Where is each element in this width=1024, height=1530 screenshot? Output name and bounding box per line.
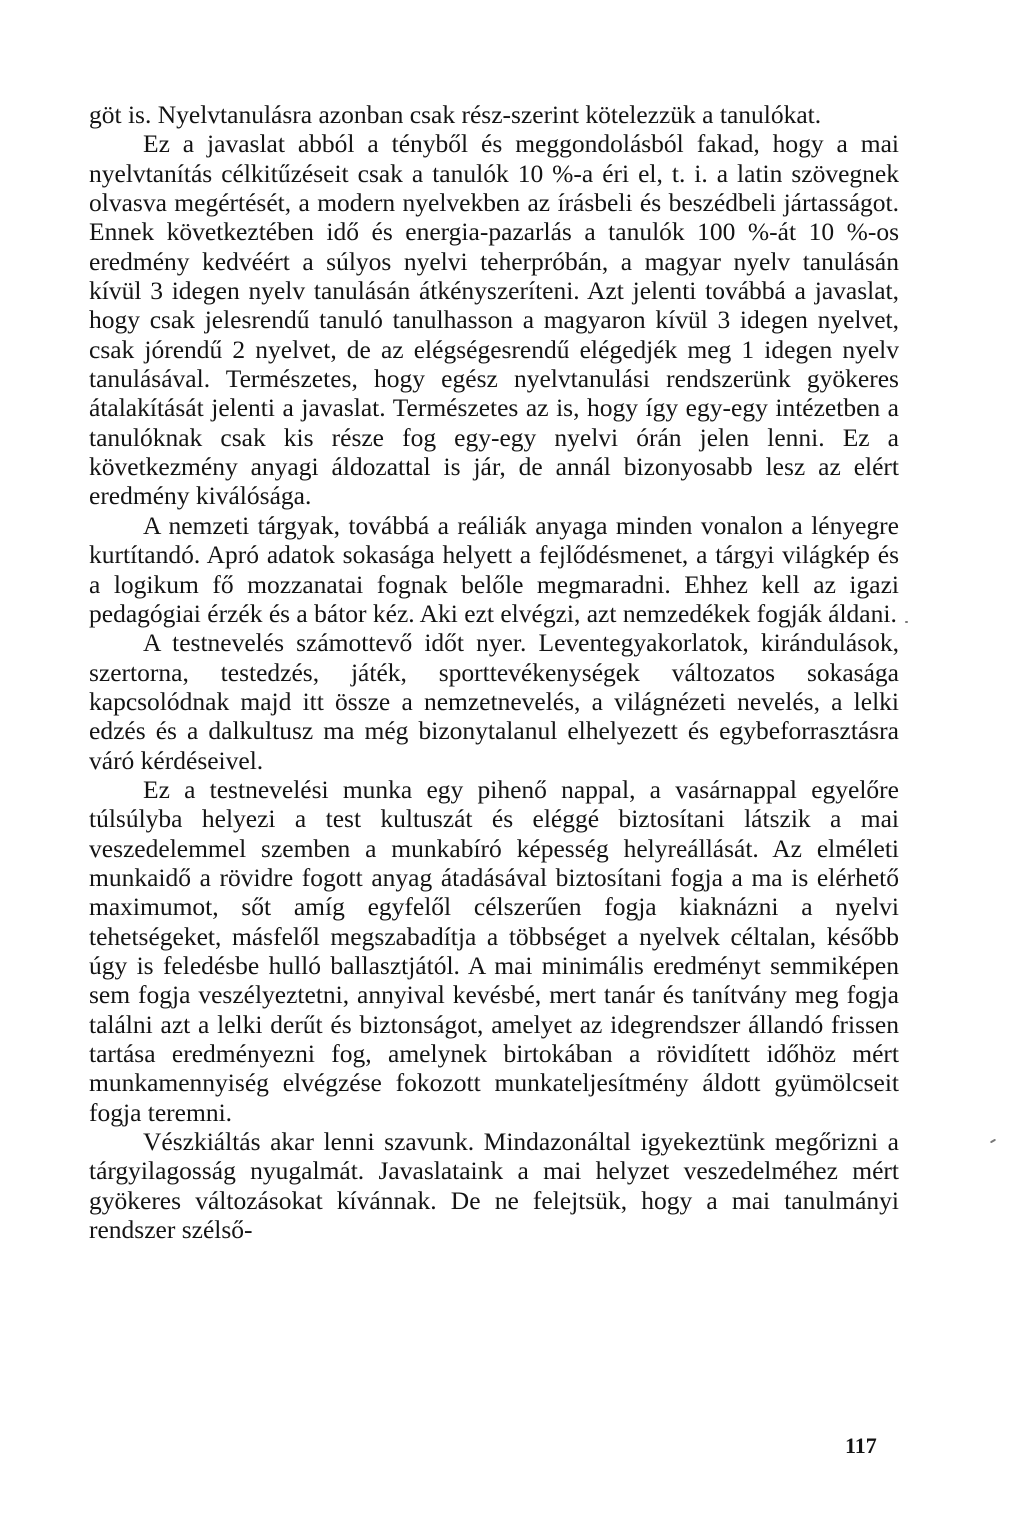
paragraph-language-proposal: Ez a javaslat abból a tényből és meggondolásból fakad, hogy a mai nyelvtanítás célkitűzéseit csak a tanulók 10 %-a éri el, t. i. a latin szövegnek olvasva megértését, a modern nyelvekben az írásbeli és beszédbeli jártasságot. Ennek következtében idő és energia-pazarlás a tanulók 100 %-át 10 %-os eredmény kedvéért a súlyos nyelvi teherpróbán, a magyar nyelv tanulásán kívül 3 idegen nyelv tanulásán átkényszeríteni. Azt jelenti továbbá a javaslat, hogy csak jelesrendű tanuló tanulhasson a magyaron kívül 3 idegen nyelvet, csak jórendű 2 nyelvet, de az elégségesrendű elégedjék meg 1 idegen nyelv tanulásával. Természetes, hogy egész nyelvtanulási rendszerünk gyökeres átalakítását jelenti a javaslat. Természetes az is, hogy így egy-egy intézetben a tanulóknak csak kis része fog egy-egy nyelvi órán jelen lenni. Ez a következmény anyagi áldozattal is jár, de annál bizonyosabb lesz az elért eredmény kiválósága. xyxy=(89,129,899,511)
paragraph-national-subjects: A nemzeti tárgyak, továbbá a reáliák anyaga minden vonalon a lényegre kurtítandó. Apró adatok sokasága helyett a fejlődésmenet, a tárgyi világkép és a logikum fő mozzanatai fognak belőle megmaradni. Ehhez kell az igazi pedagógiai érzék és a bátor kéz. Aki ezt elvégzi, azt nemzedékek fogják áldani. xyxy=(89,510,899,628)
paragraph-physical-education: A testnevelés számottevő időt nyer. Leventegyakorlatok, kirándulások, szertorna, testedzés, játék, sporttevékenységek változatos sokasága kapcsolódnak majd itt össze a nemzetnevelés, a világnézeti nevelés, a lelki edzés és a dalkultusz ma még bizonytalanul elhelyezett és egybeforrasztásra váró kérdéseivel. xyxy=(89,628,899,775)
print-speck xyxy=(990,1139,996,1144)
body-text xyxy=(89,100,899,1244)
page-number: 117 xyxy=(845,1433,877,1458)
paragraph-warning-cry: Vészkiáltás akar lenni szavunk. Mindazonáltal igyekeztünk megőrizni a tárgyilagosság nyugalmát. Javaslataink a mai helyzet veszedelméhez mért gyökeres változásokat kívánnak. De ne felejtsük, hogy a mai tanulmányi rendszer szélső- xyxy=(89,1127,899,1245)
print-speck xyxy=(905,621,908,623)
paragraph-continuation: göt is. Nyelvtanulásra azonban csak rész-szerint kötelezzük a tanulókat. xyxy=(89,100,822,129)
paragraph-physical-work: Ez a testnevelési munka egy pihenő nappal, a vasárnappal egyelőre túlsúlyba helyezi a test kultuszát és eléggé biztosítani látszik a mai veszedelemmel szemben a munkabíró képesség helyreállását. Az elméleti munkaidő a rövidre fogott anyag átadásával biztosítani fogja a ma is elérhető maximumot, sőt amíg egyfelől célszerűen fogja kiaknázni a nyelvi tehetségeket, másfelől megszabadítja a többséget a nyelvek céltalan, később úgy is feledésbe hulló ballasztjától. A mai minimális eredményt semmiképen sem fogja veszélyeztetni, annyival kevésbé, mert tanár és tanítvány meg fogja találni azt a lelki derűt és biztonságot, amelyet az idegrendszer állandó frissen tartása eredményezni fog, amelynek birtokában a rövidített időhöz mért munkamennyiség elvégzése fokozott munkateljesítmény áldott gyümölcseit fogja teremni. xyxy=(89,774,899,1127)
